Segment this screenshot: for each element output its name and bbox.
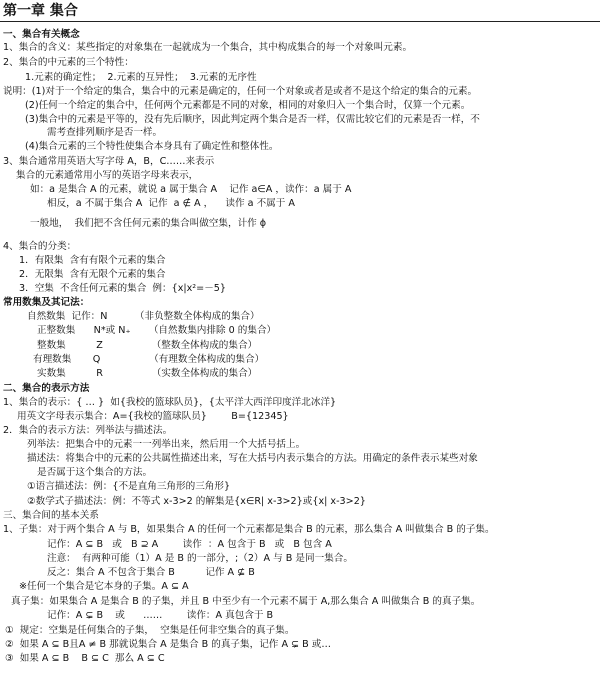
text-line: 列举法：把集合中的元素一一列举出来，然后用一个大括号括上。 [27, 439, 306, 450]
text-line: 真子集：如果集合 A 是集合 B 的子集，并且 B 中至少有一个元素不属于 A,那么集合 A 叫做集合 B 的真子集。 [11, 596, 481, 607]
text-line: 自然数集 记作：N （非负整数全体构成的集合） [27, 311, 260, 322]
section-heading-2: 二、集合的表示方法 [3, 383, 90, 394]
text-line: ① 规定：空集是任何集合的子集， 空集是任何非空集合的真子集。 [5, 625, 295, 636]
text-line: 4、集合的分类： [3, 241, 77, 252]
text-line: 3．空集 不含任何元素的集合 例：{x|x²=－5} [19, 283, 226, 294]
text-line: (3)集合中的元素是平等的，没有先后顺序，因此判定两个集合是否一样，仅需比较它们的元素是否一样，不 [25, 114, 480, 125]
text-line: 需考查排列顺序是否一样。 [47, 127, 163, 138]
text-line: 反之：集合 A 不包含于集合 B 记作 A ⊈ B [47, 567, 255, 578]
text-line: 有理数集 Q （有理数全体构成的集合） [33, 354, 265, 365]
text-line: 2、集合的中元素的三个特性： [3, 57, 134, 68]
text-line: 整数集 Z （整数全体构成的集合） [37, 340, 258, 351]
text-line: ②数学式子描述法：例：不等式 x-3>2 的解集是{x∈R| x-3>2}或{x| x-3>2} [27, 496, 366, 507]
text-line: 相反，a 不属于集合 A 记作 a ∉ A ， 读作 a 不属于 A [47, 198, 295, 209]
text-line: 如：a 是集合 A 的元素，就说 a 属于集合 A 记作 a∈A ，读作：a 属于 A [30, 184, 352, 195]
text-line: 正整数集 N*或 N₊ （自然数集内排除 0 的集合） [37, 325, 277, 336]
text-line: 1、集合的含义：某些指定的对象集在一起就成为一个集合，其中构成集合的每一个对象叫元素。 [3, 42, 413, 53]
text-line: ③ 如果 A ⊆ B B ⊆ C 那么 A ⊆ C [5, 653, 165, 664]
section-heading-1: 一、集合有关概念 [3, 29, 80, 40]
text-line: 1．有限集 含有有限个元素的集合 [19, 255, 166, 266]
text-line: 描述法：将集合中的元素的公共属性描述出来，写在大括号内表示集合的方法。用确定的条件表示某些对象 [27, 453, 478, 464]
text-line: 3、集合通常用英语大写字母 A，B，C……来表示 [3, 156, 215, 167]
text-line: ※任何一个集合是它本身的子集。A ⊆ A [19, 581, 189, 592]
title-rule [0, 21, 600, 22]
text-line: 用英文字母表示集合：A={我校的篮球队员} B={12345} [17, 411, 289, 422]
text-line: 集合的元素通常用小写的英语字母来表示， [16, 170, 199, 181]
text-line: 记作：A ⊊ B 或 …… 读作：A 真包含于 B [47, 610, 274, 621]
text-line: 是否属于这个集合的方法。 [37, 467, 153, 478]
text-line: 实数集 R （实数全体构成的集合） [37, 368, 258, 379]
text-line: (4)集合元素的三个特性使集合本身具有了确定性和整体性。 [25, 141, 279, 152]
text-line: 2．集合的表示方法：列举法与描述法。 [3, 425, 173, 436]
text-line: 2．无限集 含有无限个元素的集合 [19, 269, 166, 280]
text-line: 记作：A ⊆ B 或 B ⊇ A 读作 ：A 包含于 B 或 B 包含 A [47, 539, 332, 550]
text-line: 1、子集：对于两个集合 A 与 B，如果集合 A 的任何一个元素都是集合 B 的元素，那么集合 A 叫做集合 B 的子集。 [3, 524, 495, 535]
text-line: ①语言描述法：例：{不是直角三角形的三角形} [27, 481, 231, 492]
chapter-title: 第一章 集合 [3, 3, 78, 19]
text-line: (2)任何一个给定的集合中，任何两个元素都是不同的对象，相同的对象归入一个集合时，仅算一个元素。 [25, 100, 471, 111]
subsection-heading: 常用数集及其记法： [3, 297, 90, 308]
text-line: ② 如果 A ⊆ B且A ≠ B 那就说集合 A 是集合 B 的真子集，记作 A ⊊ B 或… [5, 639, 331, 650]
text-line: 一般地， 我们把不含任何元素的集合叫做空集，计作 ϕ [30, 218, 267, 229]
text-line: 1.元素的确定性； 2.元素的互异性； 3.元素的无序性 [25, 72, 257, 83]
section-heading-3: 三、集合间的基本关系 [3, 510, 99, 521]
text-line: 说明：(1)对于一个给定的集合，集合中的元素是确定的，任何一个对象或者是或者不是这个给定的集合的元素。 [3, 86, 478, 97]
text-line: 注意： 有两种可能（1）A 是 B 的一部分，;（2）A 与 B 是同一集合。 [47, 553, 353, 564]
text-line: 1、集合的表示：{ … } 如{我校的篮球队员}，{太平洋大西洋印度洋北冰洋} [3, 397, 337, 408]
